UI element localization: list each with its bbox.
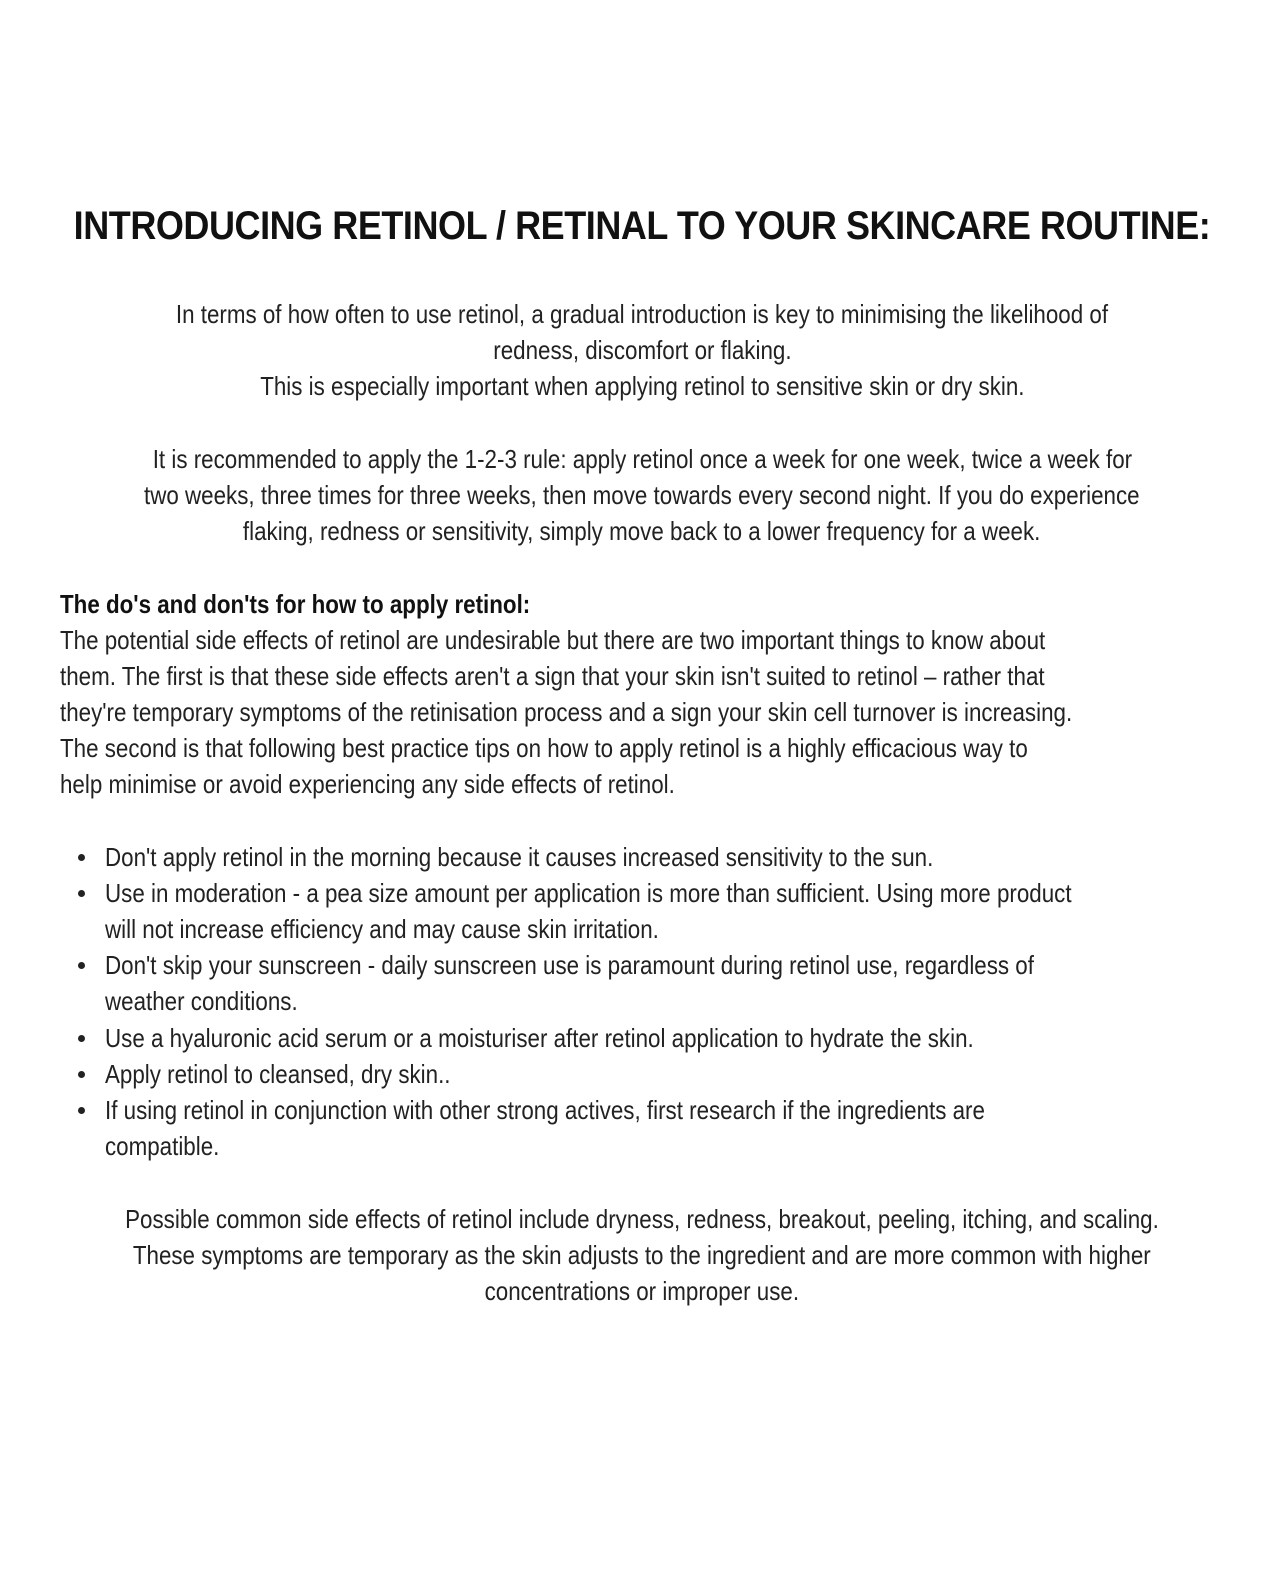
rule-line: flaking, redness or sensitivity, simply move back to a lower frequency for a week. bbox=[243, 516, 1041, 546]
rule-line: two weeks, three times for three weeks, then move towards every second night. If you do experience bbox=[144, 480, 1140, 510]
section-heading: The do's and don'ts for how to apply retinol: bbox=[60, 589, 531, 619]
page-title: INTRODUCING RETINOL / RETINAL TO YOUR SKINCARE ROUTINE: bbox=[73, 204, 1211, 248]
bullet-icon bbox=[78, 962, 85, 969]
side-effects-line: Possible common side effects of retinol include dryness, redness, breakout, peeling, itching, and scaling. bbox=[125, 1204, 1159, 1234]
intro-line: This is especially important when applying retinol to sensitive skin or dry skin. bbox=[259, 371, 1025, 401]
bullet-icon bbox=[78, 1035, 85, 1042]
body-line: they're temporary symptoms of the retinisation process and a sign your skin cell turnover is increasing. bbox=[60, 697, 1073, 727]
rule-line: It is recommended to apply the 1-2-3 rule: apply retinol once a week for one week, twice a week for bbox=[152, 444, 1132, 474]
list-item-continuation: will not increase efficiency and may cause skin irritation. bbox=[105, 914, 659, 944]
bullet-icon bbox=[78, 890, 85, 897]
intro-line: redness, discomfort or flaking. bbox=[492, 335, 792, 365]
body-line: The potential side effects of retinol are undesirable but there are two important things to know about bbox=[60, 625, 1046, 655]
intro-line: In terms of how often to use retinol, a gradual introduction is key to minimising the likelihood of bbox=[175, 299, 1109, 329]
bullet-icon bbox=[78, 854, 85, 861]
body-line: The second is that following best practice tips on how to apply retinol is a highly efficacious way to bbox=[60, 733, 1028, 763]
list-item-continuation: weather conditions. bbox=[105, 986, 298, 1016]
body-line: help minimise or avoid experiencing any side effects of retinol. bbox=[60, 769, 675, 799]
body-line: them. The first is that these side effects aren't a sign that your skin isn't suited to retinol – rather that bbox=[60, 661, 1045, 691]
side-effects-line: concentrations or improper use. bbox=[484, 1276, 800, 1306]
side-effects-line: These symptoms are temporary as the skin adjusts to the ingredient and are more common with higher bbox=[133, 1240, 1151, 1270]
bullet-icon bbox=[78, 1071, 85, 1078]
bullet-icon bbox=[78, 1107, 85, 1114]
document-page: INTRODUCING RETINOL / RETINAL TO YOUR SKINCARE ROUTINE: In terms of how often to use retinol, a gradual introduction is key to minimising the likelihood of redness, discomfort or flaking. This is especially important when applying retinol to sensitive skin or dry skin. It is recommended to apply the 1-2-3 rule: apply retinol once a week for one week, twice a week for two weeks, three times for three weeks, then move towards every second night. If you do experience flaking, redness or sensitivity, simply move back to a lower frequency for a week. The do's and don'ts for how to apply retinol: The potential side effects of retinol are undesirable but there are two important things to know about them. The first is that these side effects aren't a sign that your skin isn't suited to retinol – rather that they're temporary symptoms of the retinisation process and a sign your skin cell turnover is increasing. The second is that following best practice tips on how to apply retinol is a highly efficacious way to help minimise or avoid experiencing any side effects of retinol. Don't apply retinol in the morning because it causes increased sensitivity to the sun. Use in moderation - a pea size amount per application is more than sufficient. Using more product will not increase efficiency and may cause skin irritation. Don't skip your sunscreen - daily sunscreen use is paramount during retinol use, regardless of weather conditions. Use a hyaluronic acid serum or a moisturiser after retinol application to hydrate the skin. Apply retinol to cleansed, dry skin.. If using retinol in conjunction with other strong actives, first research if the ingredients are compatible. Possible common side effects of retinol include dryness, redness, breakout, peeling, itching, and scaling. These symptoms are temporary as the skin adjusts to the ingredient and are more common with higher concentrations or improper use. bbox=[0, 0, 1284, 1588]
list-item-continuation: compatible. bbox=[105, 1131, 220, 1161]
